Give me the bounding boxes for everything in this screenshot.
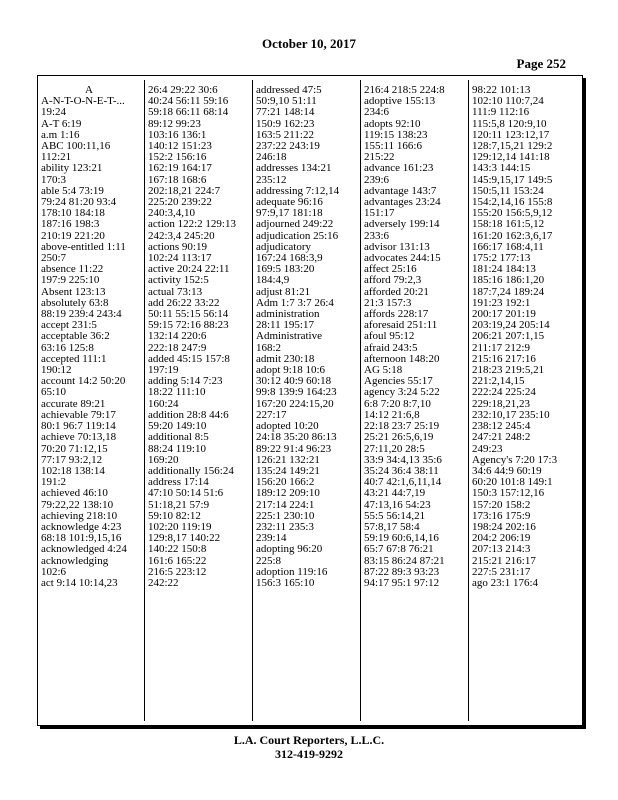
index-entry-line: 83:15 86:24 87:21: [364, 554, 445, 567]
index-entry-line: 65:7 67:8 76:21: [364, 543, 434, 556]
index-entry-line: additional 8:5: [148, 431, 209, 444]
index-entry-line: 102:10 110:7,24: [472, 95, 544, 108]
index-entry-line: 55:5 56:14,21: [364, 509, 426, 522]
index-entry-line: addresses 134:21: [256, 162, 332, 175]
index-entry-line: adopt 9:18 10:6: [256, 364, 326, 377]
index-entry-line: adoptive 155:13: [364, 95, 436, 108]
index-entry-line: 185:16 186:1,20: [472, 274, 545, 287]
index-entry-line: 63:16 125:8: [41, 341, 94, 354]
index-entry-line: 225:20 239:22: [148, 196, 212, 209]
index-entry-line: afforded 20:21: [364, 285, 429, 298]
index-entry-line: added 45:15 157:8: [148, 352, 230, 365]
index-entry-line: addressed 47:5: [256, 84, 322, 96]
index-entry-line: advocates 244:15: [364, 252, 441, 265]
index-entry-line: 215:22: [364, 151, 395, 164]
index-entry-line: 247:21 248:2: [472, 431, 531, 444]
index-entry-line: 232:10,17 235:10: [472, 408, 550, 421]
index-entry-line: adding 5:14 7:23: [148, 375, 223, 388]
index-entry-line: 155:20 156:5,9,12: [472, 207, 553, 220]
index-entry-line: addition 28:8 44:6: [148, 408, 229, 421]
index-entry-line: 233:6: [364, 229, 390, 242]
index-entry-line: 40:7 42:1,6,11,14: [364, 476, 442, 489]
index-entry-line: 19:24: [41, 106, 67, 119]
index-entry-line: Administrative: [256, 330, 322, 343]
index-entry-line: 152:2 156:16: [148, 151, 207, 164]
index-entry-line: addressing 7:12,14: [256, 184, 340, 197]
index-entry-line: 239:14: [256, 532, 287, 545]
index-entry-line: able 5:4 73:19: [41, 184, 104, 197]
index-entry-line: affords 228:17: [364, 308, 429, 321]
index-entry-line: 47:10 50:14 51:6: [148, 487, 224, 500]
index-entry-line: 94:17 95:1 97:12: [364, 576, 440, 589]
index-entry-line: 217:14 224:1: [256, 498, 315, 511]
index-entry-line: 222:18 247:9: [148, 341, 207, 354]
index-entry-line: 98:22 101:13: [472, 84, 531, 96]
index-entry-line: address 17:14: [148, 476, 209, 489]
index-entry-line: 59:19 60:6,14,16: [364, 532, 439, 545]
index-entry-line: 18:22 111:10: [148, 386, 206, 399]
index-entry-line: 184:4,9: [256, 274, 290, 287]
header-date: October 10, 2017: [262, 36, 356, 51]
index-entry-line: 225:8: [256, 554, 282, 567]
index-entry-line: adopted 10:20: [256, 420, 319, 433]
index-entry-line: accept 231:5: [41, 319, 97, 332]
index-entry-line: 218:23 219:5,21: [472, 364, 545, 377]
index-entry-line: account 14:2 50:20: [41, 375, 126, 388]
index-entry-line: adjudication 25:16: [256, 229, 339, 242]
index-entry-line: advisor 131:13: [364, 240, 430, 253]
section-letter: A: [85, 84, 93, 96]
index-entry-line: 242:3,4 245:20: [148, 229, 215, 242]
index-entry-line: 151:17: [364, 207, 395, 220]
index-entry-line: 135:24 149:21: [256, 464, 320, 477]
index-entry-line: achievable 79:17: [41, 408, 116, 421]
index-entry-line: 191:2: [41, 476, 67, 489]
index-entry-line: 207:13 214:3: [472, 543, 531, 556]
index-entry-line: 68:18 101:9,15,16: [41, 532, 122, 545]
index-entry-line: 33:9 34:4,13 35:6: [364, 453, 442, 466]
index-entry-line: 51:18,21 57:9: [148, 498, 210, 511]
index-entry-line: admit 230:18: [256, 352, 315, 365]
index-entry-line: 150:3 157:12,16: [472, 487, 545, 500]
index-entry-line: 169:5 183:20: [256, 263, 315, 276]
index-entry-line: 140:22 150:8: [148, 543, 207, 556]
index-entry-line: accepted 111:1: [41, 352, 107, 365]
index-entry-line: 89:22 91:4 96:23: [256, 442, 332, 455]
index-entry-line: absence 11:22: [41, 263, 104, 276]
index-entry-line: 229:18,21,23: [472, 397, 531, 410]
index-entry-line: 150:5,11 153:24: [472, 184, 544, 197]
index-entry-line: 59:20 149:10: [148, 420, 207, 433]
index-entry-line: 197:19: [148, 364, 179, 377]
index-entry-line: 128:7,15,21 129:2: [472, 140, 553, 153]
index-entry-line: 70:20 71:12,15: [41, 442, 108, 455]
index-entry-line: absolutely 63:8: [41, 296, 109, 309]
index-entry-line: 102:18 138:14: [41, 464, 105, 477]
index-entry-line: 246:18: [256, 151, 287, 164]
index-entry-line: 59:10 82:12: [148, 509, 201, 522]
index-entry-line: 215:16 217:16: [472, 352, 536, 365]
index-entry-line: 235:12: [256, 173, 287, 186]
index-entry-line: agency 3:24 5:22: [364, 386, 440, 399]
index-entry-line: 178:10 184:18: [41, 207, 105, 220]
index-entry-line: 189:12 209:10: [256, 487, 320, 500]
index-entry-line: 234:6: [364, 106, 390, 119]
index-entry-line: actions 90:19: [148, 240, 207, 253]
index-entry-line: 50:9,10 51:11: [256, 95, 317, 108]
index-entry-line: 161:6 165:22: [148, 554, 207, 567]
index-entry-line: adopting 96:20: [256, 543, 323, 556]
index-entry-line: 216:4 218:5 224:8: [364, 84, 445, 96]
index-entry-line: 126:21 132:21: [256, 453, 320, 466]
index-entry-line: 140:12 151:23: [148, 140, 212, 153]
index-entry-line: 97:9,17 181:18: [256, 207, 323, 220]
index-entry-line: 222:24 225:24: [472, 386, 536, 399]
index-entry-line: 120:11 123:12,17: [472, 128, 550, 141]
index-entry-line: A-T 6:19: [41, 117, 82, 130]
index-entry-line: acknowledged 4:24: [41, 543, 127, 556]
index-entry-line: 88:24 119:10: [148, 442, 206, 455]
index-entry-line: 170:3: [41, 173, 67, 186]
index-entry-line: 24:18 35:20 86:13: [256, 431, 337, 444]
index-entry-line: advantage 143:7: [364, 184, 437, 197]
index-entry-line: 43:21 44:7,19: [364, 487, 426, 500]
footer-phone: 312-419-9292: [275, 747, 343, 761]
index-entry-line: 167:24 168:3,9: [256, 252, 323, 265]
index-entry-line: acceptable 36:2: [41, 330, 110, 343]
index-column-4: [364, 85, 460, 589]
column-divider: [360, 80, 361, 721]
footer: [0, 733, 618, 761]
index-entry-line: act 9:14 10:14,23: [41, 576, 118, 589]
index-entry-line: adjust 81:21: [256, 285, 311, 298]
index-entry-line: actual 73:13: [148, 285, 203, 298]
index-entry-line: 216:5 223:12: [148, 565, 207, 578]
index-entry-line: 80:1 96:7 119:14: [41, 420, 116, 433]
index-entry-line: aforesaid 251:11: [364, 319, 438, 332]
index-entry-line: advantages 23:24: [364, 196, 441, 209]
index-entry-line: activity 152:5: [148, 274, 209, 287]
index-entry-line: 232:11 235:3: [256, 520, 314, 533]
index-entry-line: 26:4 29:22 30:6: [148, 84, 218, 96]
index-entry-line: above-entitled 1:11: [41, 240, 126, 253]
index-entry-line: 162:19 164:17: [148, 162, 212, 175]
index-entry-line: 14:12 21:6,8: [364, 408, 420, 421]
index-entry-line: afoul 95:12: [364, 330, 415, 343]
index-entry-line: acknowledging: [41, 554, 109, 567]
index-entry-line: 145:9,15,17 149:5: [472, 173, 553, 186]
index-entry-line: adjourned 249:22: [256, 218, 334, 231]
index-entry-line: 249:23: [472, 442, 503, 455]
index-entry-line: accurate 89:21: [41, 397, 106, 410]
index-entry-line: 30:12 40:9 60:18: [256, 375, 332, 388]
index-entry-line: 132:14 220:6: [148, 330, 207, 343]
index-column-5: [472, 85, 568, 589]
index-entry-line: Agency's 7:20 17:3: [472, 453, 558, 466]
index-entry-line: 181:24 184:13: [472, 263, 536, 276]
index-entry-line: 28:11 195:17: [256, 319, 314, 332]
index-entry-line: 240:3,4,10: [148, 207, 196, 220]
index-entry-line: adversely 199:14: [364, 218, 440, 231]
index-entry-line: afraid 243:5: [364, 341, 418, 354]
index-entry-line: 202:18,21 224:7: [148, 184, 221, 197]
index-entry-line: 57:8,17 58:4: [364, 520, 420, 533]
index-entry-line: A-N-T-O-N-E-T-...: [41, 95, 125, 108]
index-entry-line: ago 23:1 176:4: [472, 576, 538, 589]
index-entry-line: achieved 46:10: [41, 487, 108, 500]
index-entry-line: 167:18 168:6: [148, 173, 207, 186]
index-entry-line: acknowledge 4:23: [41, 520, 122, 533]
index-entry-line: additionally 156:24: [148, 464, 234, 477]
index-column-3: [256, 85, 352, 589]
index-entry-line: 103:16 136:1: [148, 128, 207, 141]
index-entry-line: 47:13,16 54:23: [364, 498, 431, 511]
index-entry-line: 65:10: [41, 386, 67, 399]
index-column-2: [148, 85, 244, 589]
index-entry-line: 187:7,24 189:24: [472, 285, 545, 298]
index-entry-line: 227:5 231:17: [472, 565, 531, 578]
index-entry-line: 225:1 230:10: [256, 509, 315, 522]
index-entry-line: 161:20 162:3,6,17: [472, 229, 553, 242]
index-entry-line: 77:17 93:2,12: [41, 453, 103, 466]
index-entry-line: 206:21 207:1,15: [472, 330, 545, 343]
index-entry-line: 129:12,14 141:18: [472, 151, 550, 164]
index-entry-line: 154:2,14,16 155:8: [472, 196, 553, 209]
index-entry-line: 197:9 225:10: [41, 274, 100, 287]
index-entry-line: 215:21 216:17: [472, 554, 536, 567]
index-entry-line: ABC 100:11,16: [41, 140, 111, 153]
index-entry-line: 27:11,20 28:5: [364, 442, 425, 455]
index-entry-line: 102:20 119:19: [148, 520, 212, 533]
index-entry-line: 210:19 221:20: [41, 229, 105, 242]
index-entry-line: 163:5 211:22: [256, 128, 314, 141]
index-entry-line: 59:18 66:11 68:14: [148, 106, 229, 119]
index-entry-line: 158:18 161:5,12: [472, 218, 545, 231]
index-entry-line: 88:19 239:4 243:4: [41, 308, 122, 321]
index-entry-line: 34:6 44:9 60:19: [472, 464, 542, 477]
index-entry-line: 155:11 166:6: [364, 140, 422, 153]
index-entry-line: afford 79:2,3: [364, 274, 422, 287]
index-entry-line: adequate 96:16: [256, 196, 323, 209]
index-entry-line: 203:19,24 205:14: [472, 319, 550, 332]
index-entry-line: adjudicatory: [256, 240, 311, 253]
index-entry-line: 119:15 138:23: [364, 128, 428, 141]
index-entry-line: 175:2 177:13: [472, 252, 531, 265]
index-entry-line: 21:3 157:3: [364, 296, 412, 309]
footer-company: L.A. Court Reporters, L.L.C.: [233, 733, 385, 747]
index-entry-line: 204:2 206:19: [472, 532, 531, 545]
index-entry-line: 191:23 192:1: [472, 296, 531, 309]
index-entry-line: 169:20: [148, 453, 179, 466]
index-entry-line: Absent 123:13: [41, 285, 106, 298]
column-divider: [252, 80, 253, 721]
index-entry-line: advance 161:23: [364, 162, 434, 175]
index-entry-line: achieve 70:13,18: [41, 431, 117, 444]
index-entry-line: active 20:24 22:11: [148, 263, 230, 276]
index-table: [37, 75, 583, 726]
index-entry-line: a.m 1:16: [41, 128, 80, 141]
index-entry-line: achieving 218:10: [41, 509, 118, 522]
index-entry-line: administration: [256, 308, 320, 321]
index-entry-line: 250:7: [41, 252, 67, 265]
index-entry-line: 227:17: [256, 408, 287, 421]
index-entry-line: 211:17 212:9: [472, 341, 530, 354]
index-entry-line: 167:20 224:15,20: [256, 397, 334, 410]
index-entry-line: 237:22 243:19: [256, 140, 320, 153]
index-entry-line: 77:21 148:14: [256, 106, 315, 119]
index-entry-line: 102:6: [41, 565, 67, 578]
index-entry-line: 112:21: [41, 151, 72, 164]
index-entry-line: 40:24 56:11 59:16: [148, 95, 229, 108]
index-entry-line: 99:8 139:9 164:23: [256, 386, 337, 399]
page-number: Page 252: [516, 56, 566, 71]
index-column-1: [41, 85, 137, 589]
index-entry-line: adopts 92:10: [364, 117, 421, 130]
index-entry-line: 143:3 144:15: [472, 162, 531, 175]
index-entry-line: ability 123:21: [41, 162, 103, 175]
index-entry-line: 111:9 112:16: [472, 106, 530, 119]
index-entry-line: 150:9 162:23: [256, 117, 315, 130]
index-entry-line: 187:16 198:3: [41, 218, 100, 231]
column-divider: [468, 80, 469, 721]
index-entry-line: 35:24 36:4 38:11: [364, 464, 439, 477]
index-entry-line: 166:17 168:4,11: [472, 240, 544, 253]
index-entry-line: 157:20 158:2: [472, 498, 531, 511]
index-entry-line: 200:17 201:19: [472, 308, 536, 321]
index-entry-line: 59:15 72:16 88:23: [148, 319, 229, 332]
index-entry-line: 22:18 23:7 25:19: [364, 420, 440, 433]
index-entry-line: affect 25:16: [364, 263, 417, 276]
index-entry-line: 79:24 81:20 93:4: [41, 196, 117, 209]
index-entry-line: 6:8 7:20 8:7,10: [364, 397, 431, 410]
index-entry-line: 156:20 166:2: [256, 476, 315, 489]
index-entry-line: 87:22 89:3 93:23: [364, 565, 440, 578]
index-entry-line: 60:20 101:8 149:1: [472, 476, 553, 489]
index-entry-line: 102:24 113:17: [148, 252, 212, 265]
index-entry-line: 50:11 55:15 56:14: [148, 308, 229, 321]
index-entry-line: 156:3 165:10: [256, 576, 315, 589]
index-entry-line: 168:2: [256, 341, 282, 354]
column-divider: [144, 80, 145, 721]
index-entry-line: 238:12 245:4: [472, 420, 531, 433]
index-entry-line: Adm 1:7 3:7 26:4: [256, 296, 334, 309]
index-entry-line: 160:24: [148, 397, 179, 410]
index-entry-line: AG 5:18: [364, 364, 403, 377]
index-entry-line: 25:21 26:5,6,19: [364, 431, 434, 444]
index-entry-line: afternoon 148:20: [364, 352, 440, 365]
index-entry-line: add 26:22 33:22: [148, 296, 220, 309]
index-entry-line: 115:5,8 120:9,10: [472, 117, 547, 130]
index-entry-line: Agencies 55:17: [364, 375, 433, 388]
index-entry-line: 89:12 99:23: [148, 117, 201, 130]
index-entry-line: 79:22,22 138:10: [41, 498, 114, 511]
index-entry-line: 198:24 202:16: [472, 520, 536, 533]
index-entry-line: adoption 119:16: [256, 565, 328, 578]
index-entry-line: action 122:2 129:13: [148, 218, 236, 231]
index-entry-line: 242:22: [148, 576, 179, 589]
index-entry-line: 190:12: [41, 364, 72, 377]
index-entry-line: 173:16 175:9: [472, 509, 531, 522]
index-entry-line: 221:2,14,15: [472, 375, 525, 388]
index-entry-line: 239:6: [364, 173, 390, 186]
index-entry-line: 129:8,17 140:22: [148, 532, 221, 545]
